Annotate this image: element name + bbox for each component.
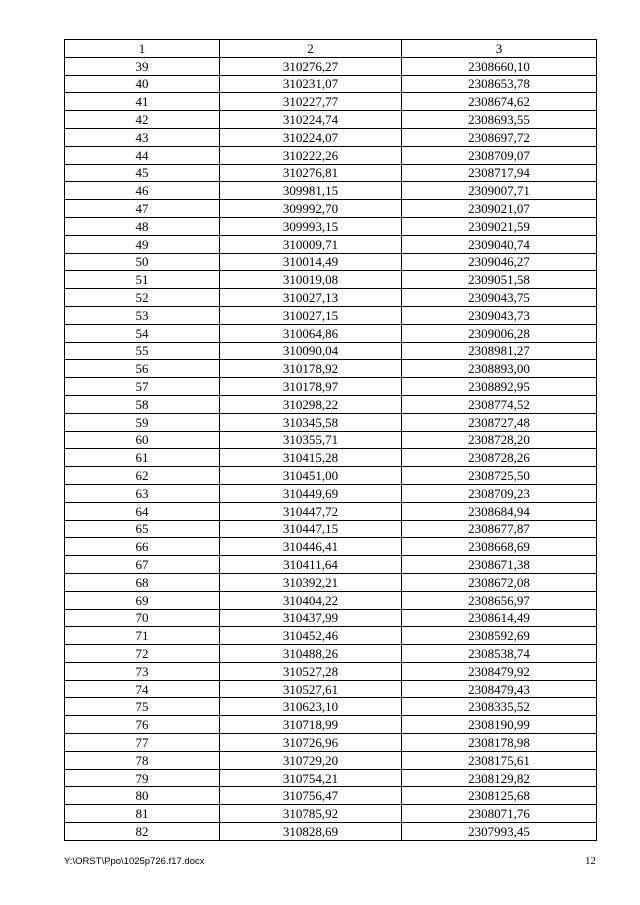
x-coordinate-cell: 310729,20 [220, 751, 402, 769]
table-row [65, 716, 597, 734]
column-header-point-number: 1 [65, 40, 220, 58]
x-coordinate-cell: 310452,46 [220, 627, 402, 645]
x-coordinate-cell: 310178,97 [220, 378, 402, 396]
y-coordinate-cell: 2308684,94 [402, 502, 597, 520]
table-row [65, 484, 597, 502]
table-row [65, 360, 597, 378]
table-row [65, 680, 597, 698]
point-number-cell: 58 [65, 395, 220, 413]
x-coordinate-cell: 310785,92 [220, 805, 402, 823]
x-coordinate-cell: 309981,15 [220, 182, 402, 200]
point-number-cell: 64 [65, 502, 220, 520]
y-coordinate-cell: 2308175,61 [402, 751, 597, 769]
table-row [65, 698, 597, 716]
point-number-cell: 79 [65, 769, 220, 787]
point-number-cell: 69 [65, 591, 220, 609]
x-coordinate-cell: 310718,99 [220, 716, 402, 734]
x-coordinate-cell: 310345,58 [220, 413, 402, 431]
point-number-cell: 76 [65, 716, 220, 734]
y-coordinate-cell: 2309006,28 [402, 324, 597, 342]
x-coordinate-cell: 310451,00 [220, 467, 402, 485]
y-coordinate-cell: 2308178,98 [402, 734, 597, 752]
y-coordinate-cell: 2309043,75 [402, 289, 597, 307]
table-row [65, 413, 597, 431]
point-number-cell: 80 [65, 787, 220, 805]
point-number-cell: 67 [65, 556, 220, 574]
y-coordinate-cell: 2308672,08 [402, 573, 597, 591]
table-row [65, 128, 597, 146]
y-coordinate-cell: 2309051,58 [402, 271, 597, 289]
x-coordinate-cell: 310527,61 [220, 680, 402, 698]
point-number-cell: 52 [65, 289, 220, 307]
table-row [65, 271, 597, 289]
table-row [65, 520, 597, 538]
table-row [65, 75, 597, 93]
point-number-cell: 68 [65, 573, 220, 591]
x-coordinate-cell: 310415,28 [220, 449, 402, 467]
table-row [65, 787, 597, 805]
x-coordinate-cell: 310446,41 [220, 538, 402, 556]
y-coordinate-cell: 2308335,52 [402, 698, 597, 716]
y-coordinate-cell: 2308717,94 [402, 164, 597, 182]
point-number-cell: 66 [65, 538, 220, 556]
table-row [65, 467, 597, 485]
x-coordinate-cell: 310064,86 [220, 324, 402, 342]
table-row [65, 182, 597, 200]
point-number-cell: 41 [65, 93, 220, 111]
point-number-cell: 44 [65, 146, 220, 164]
table-header-row [65, 40, 597, 58]
y-coordinate-cell: 2308727,48 [402, 413, 597, 431]
x-coordinate-cell: 309993,15 [220, 217, 402, 235]
y-coordinate-cell: 2309043,73 [402, 306, 597, 324]
point-number-cell: 74 [65, 680, 220, 698]
y-coordinate-cell: 2308981,27 [402, 342, 597, 360]
table-row [65, 556, 597, 574]
table-row [65, 823, 597, 841]
y-coordinate-cell: 2308071,76 [402, 805, 597, 823]
y-coordinate-cell: 2308709,07 [402, 146, 597, 164]
x-coordinate-cell: 310392,21 [220, 573, 402, 591]
y-coordinate-cell: 2309021,59 [402, 217, 597, 235]
point-number-cell: 57 [65, 378, 220, 396]
point-number-cell: 60 [65, 431, 220, 449]
column-header-x-coordinate: 2 [220, 40, 402, 58]
y-coordinate-cell: 2307993,45 [402, 823, 597, 841]
x-coordinate-cell: 310014,49 [220, 253, 402, 271]
point-number-cell: 45 [65, 164, 220, 182]
y-coordinate-cell: 2308538,74 [402, 645, 597, 663]
table-row [65, 805, 597, 823]
point-number-cell: 46 [65, 182, 220, 200]
x-coordinate-cell: 310298,22 [220, 395, 402, 413]
y-coordinate-cell: 2308190,99 [402, 716, 597, 734]
point-number-cell: 63 [65, 484, 220, 502]
y-coordinate-cell: 2308125,68 [402, 787, 597, 805]
footer-file-path: Y:\ORST\Ppo\1025p726.f17.docx [64, 856, 205, 867]
table-row [65, 164, 597, 182]
y-coordinate-cell: 2308893,00 [402, 360, 597, 378]
x-coordinate-cell: 310231,07 [220, 75, 402, 93]
point-number-cell: 54 [65, 324, 220, 342]
table-row [65, 324, 597, 342]
point-number-cell: 61 [65, 449, 220, 467]
point-number-cell: 72 [65, 645, 220, 663]
x-coordinate-cell: 310623,10 [220, 698, 402, 716]
x-coordinate-cell: 310437,99 [220, 609, 402, 627]
point-number-cell: 56 [65, 360, 220, 378]
y-coordinate-cell: 2308728,20 [402, 431, 597, 449]
table-row [65, 395, 597, 413]
x-coordinate-cell: 310447,72 [220, 502, 402, 520]
x-coordinate-cell: 310027,15 [220, 306, 402, 324]
table-row [65, 289, 597, 307]
column-header-y-coordinate: 3 [402, 40, 597, 58]
x-coordinate-cell: 310527,28 [220, 662, 402, 680]
point-number-cell: 77 [65, 734, 220, 752]
y-coordinate-cell: 2308129,82 [402, 769, 597, 787]
y-coordinate-cell: 2308677,87 [402, 520, 597, 538]
x-coordinate-cell: 310756,47 [220, 787, 402, 805]
page-number: 12 [585, 855, 596, 867]
table-row [65, 662, 597, 680]
point-number-cell: 59 [65, 413, 220, 431]
point-number-cell: 43 [65, 128, 220, 146]
x-coordinate-cell: 310227,77 [220, 93, 402, 111]
table-row [65, 378, 597, 396]
y-coordinate-cell: 2308592,69 [402, 627, 597, 645]
y-coordinate-cell: 2308674,62 [402, 93, 597, 111]
table-row [65, 306, 597, 324]
y-coordinate-cell: 2308693,55 [402, 111, 597, 129]
table-row [65, 734, 597, 752]
x-coordinate-cell: 310726,96 [220, 734, 402, 752]
table-row [65, 431, 597, 449]
y-coordinate-cell: 2308614,49 [402, 609, 597, 627]
table-row [65, 627, 597, 645]
point-number-cell: 75 [65, 698, 220, 716]
x-coordinate-cell: 310009,71 [220, 235, 402, 253]
y-coordinate-cell: 2308656,97 [402, 591, 597, 609]
y-coordinate-cell: 2308671,38 [402, 556, 597, 574]
x-coordinate-cell: 310224,07 [220, 128, 402, 146]
x-coordinate-cell: 310411,64 [220, 556, 402, 574]
y-coordinate-cell: 2308653,78 [402, 75, 597, 93]
point-number-cell: 42 [65, 111, 220, 129]
table-row [65, 751, 597, 769]
x-coordinate-cell: 310276,81 [220, 164, 402, 182]
table-row [65, 769, 597, 787]
table-row [65, 235, 597, 253]
x-coordinate-cell: 310224,74 [220, 111, 402, 129]
table-row [65, 609, 597, 627]
y-coordinate-cell: 2308479,92 [402, 662, 597, 680]
point-number-cell: 70 [65, 609, 220, 627]
point-number-cell: 71 [65, 627, 220, 645]
point-number-cell: 73 [65, 662, 220, 680]
x-coordinate-cell: 310449,69 [220, 484, 402, 502]
point-number-cell: 55 [65, 342, 220, 360]
y-coordinate-cell: 2308892,95 [402, 378, 597, 396]
table-row [65, 573, 597, 591]
x-coordinate-cell: 310828,69 [220, 823, 402, 841]
table-row [65, 502, 597, 520]
x-coordinate-cell: 310488,26 [220, 645, 402, 663]
x-coordinate-cell: 310276,27 [220, 57, 402, 75]
y-coordinate-cell: 2308697,72 [402, 128, 597, 146]
x-coordinate-cell: 310754,21 [220, 769, 402, 787]
y-coordinate-cell: 2308709,23 [402, 484, 597, 502]
table-row [65, 591, 597, 609]
table-row [65, 200, 597, 218]
table-row [65, 111, 597, 129]
point-number-cell: 81 [65, 805, 220, 823]
y-coordinate-cell: 2309021,07 [402, 200, 597, 218]
point-number-cell: 49 [65, 235, 220, 253]
x-coordinate-cell: 310222,26 [220, 146, 402, 164]
point-number-cell: 78 [65, 751, 220, 769]
point-number-cell: 39 [65, 57, 220, 75]
y-coordinate-cell: 2308725,50 [402, 467, 597, 485]
x-coordinate-cell: 309992,70 [220, 200, 402, 218]
y-coordinate-cell: 2308479,43 [402, 680, 597, 698]
point-number-cell: 40 [65, 75, 220, 93]
x-coordinate-cell: 310355,71 [220, 431, 402, 449]
y-coordinate-cell: 2308774,52 [402, 395, 597, 413]
table-row [65, 57, 597, 75]
x-coordinate-cell: 310019,08 [220, 271, 402, 289]
x-coordinate-cell: 310404,22 [220, 591, 402, 609]
point-number-cell: 65 [65, 520, 220, 538]
y-coordinate-cell: 2308660,10 [402, 57, 597, 75]
table-row [65, 253, 597, 271]
table-row [65, 146, 597, 164]
point-number-cell: 82 [65, 823, 220, 841]
table-row [65, 538, 597, 556]
y-coordinate-cell: 2309046,27 [402, 253, 597, 271]
y-coordinate-cell: 2308668,69 [402, 538, 597, 556]
x-coordinate-cell: 310447,15 [220, 520, 402, 538]
point-number-cell: 53 [65, 306, 220, 324]
table-row [65, 93, 597, 111]
y-coordinate-cell: 2308728,26 [402, 449, 597, 467]
table-row [65, 645, 597, 663]
point-number-cell: 51 [65, 271, 220, 289]
point-number-cell: 47 [65, 200, 220, 218]
x-coordinate-cell: 310090,04 [220, 342, 402, 360]
x-coordinate-cell: 310027,13 [220, 289, 402, 307]
point-number-cell: 62 [65, 467, 220, 485]
table-body [65, 40, 597, 841]
y-coordinate-cell: 2309007,71 [402, 182, 597, 200]
table-row [65, 217, 597, 235]
table-row [65, 449, 597, 467]
point-number-cell: 48 [65, 217, 220, 235]
point-number-cell: 50 [65, 253, 220, 271]
y-coordinate-cell: 2309040,74 [402, 235, 597, 253]
table-row [65, 342, 597, 360]
coordinates-table [64, 39, 597, 841]
x-coordinate-cell: 310178,92 [220, 360, 402, 378]
